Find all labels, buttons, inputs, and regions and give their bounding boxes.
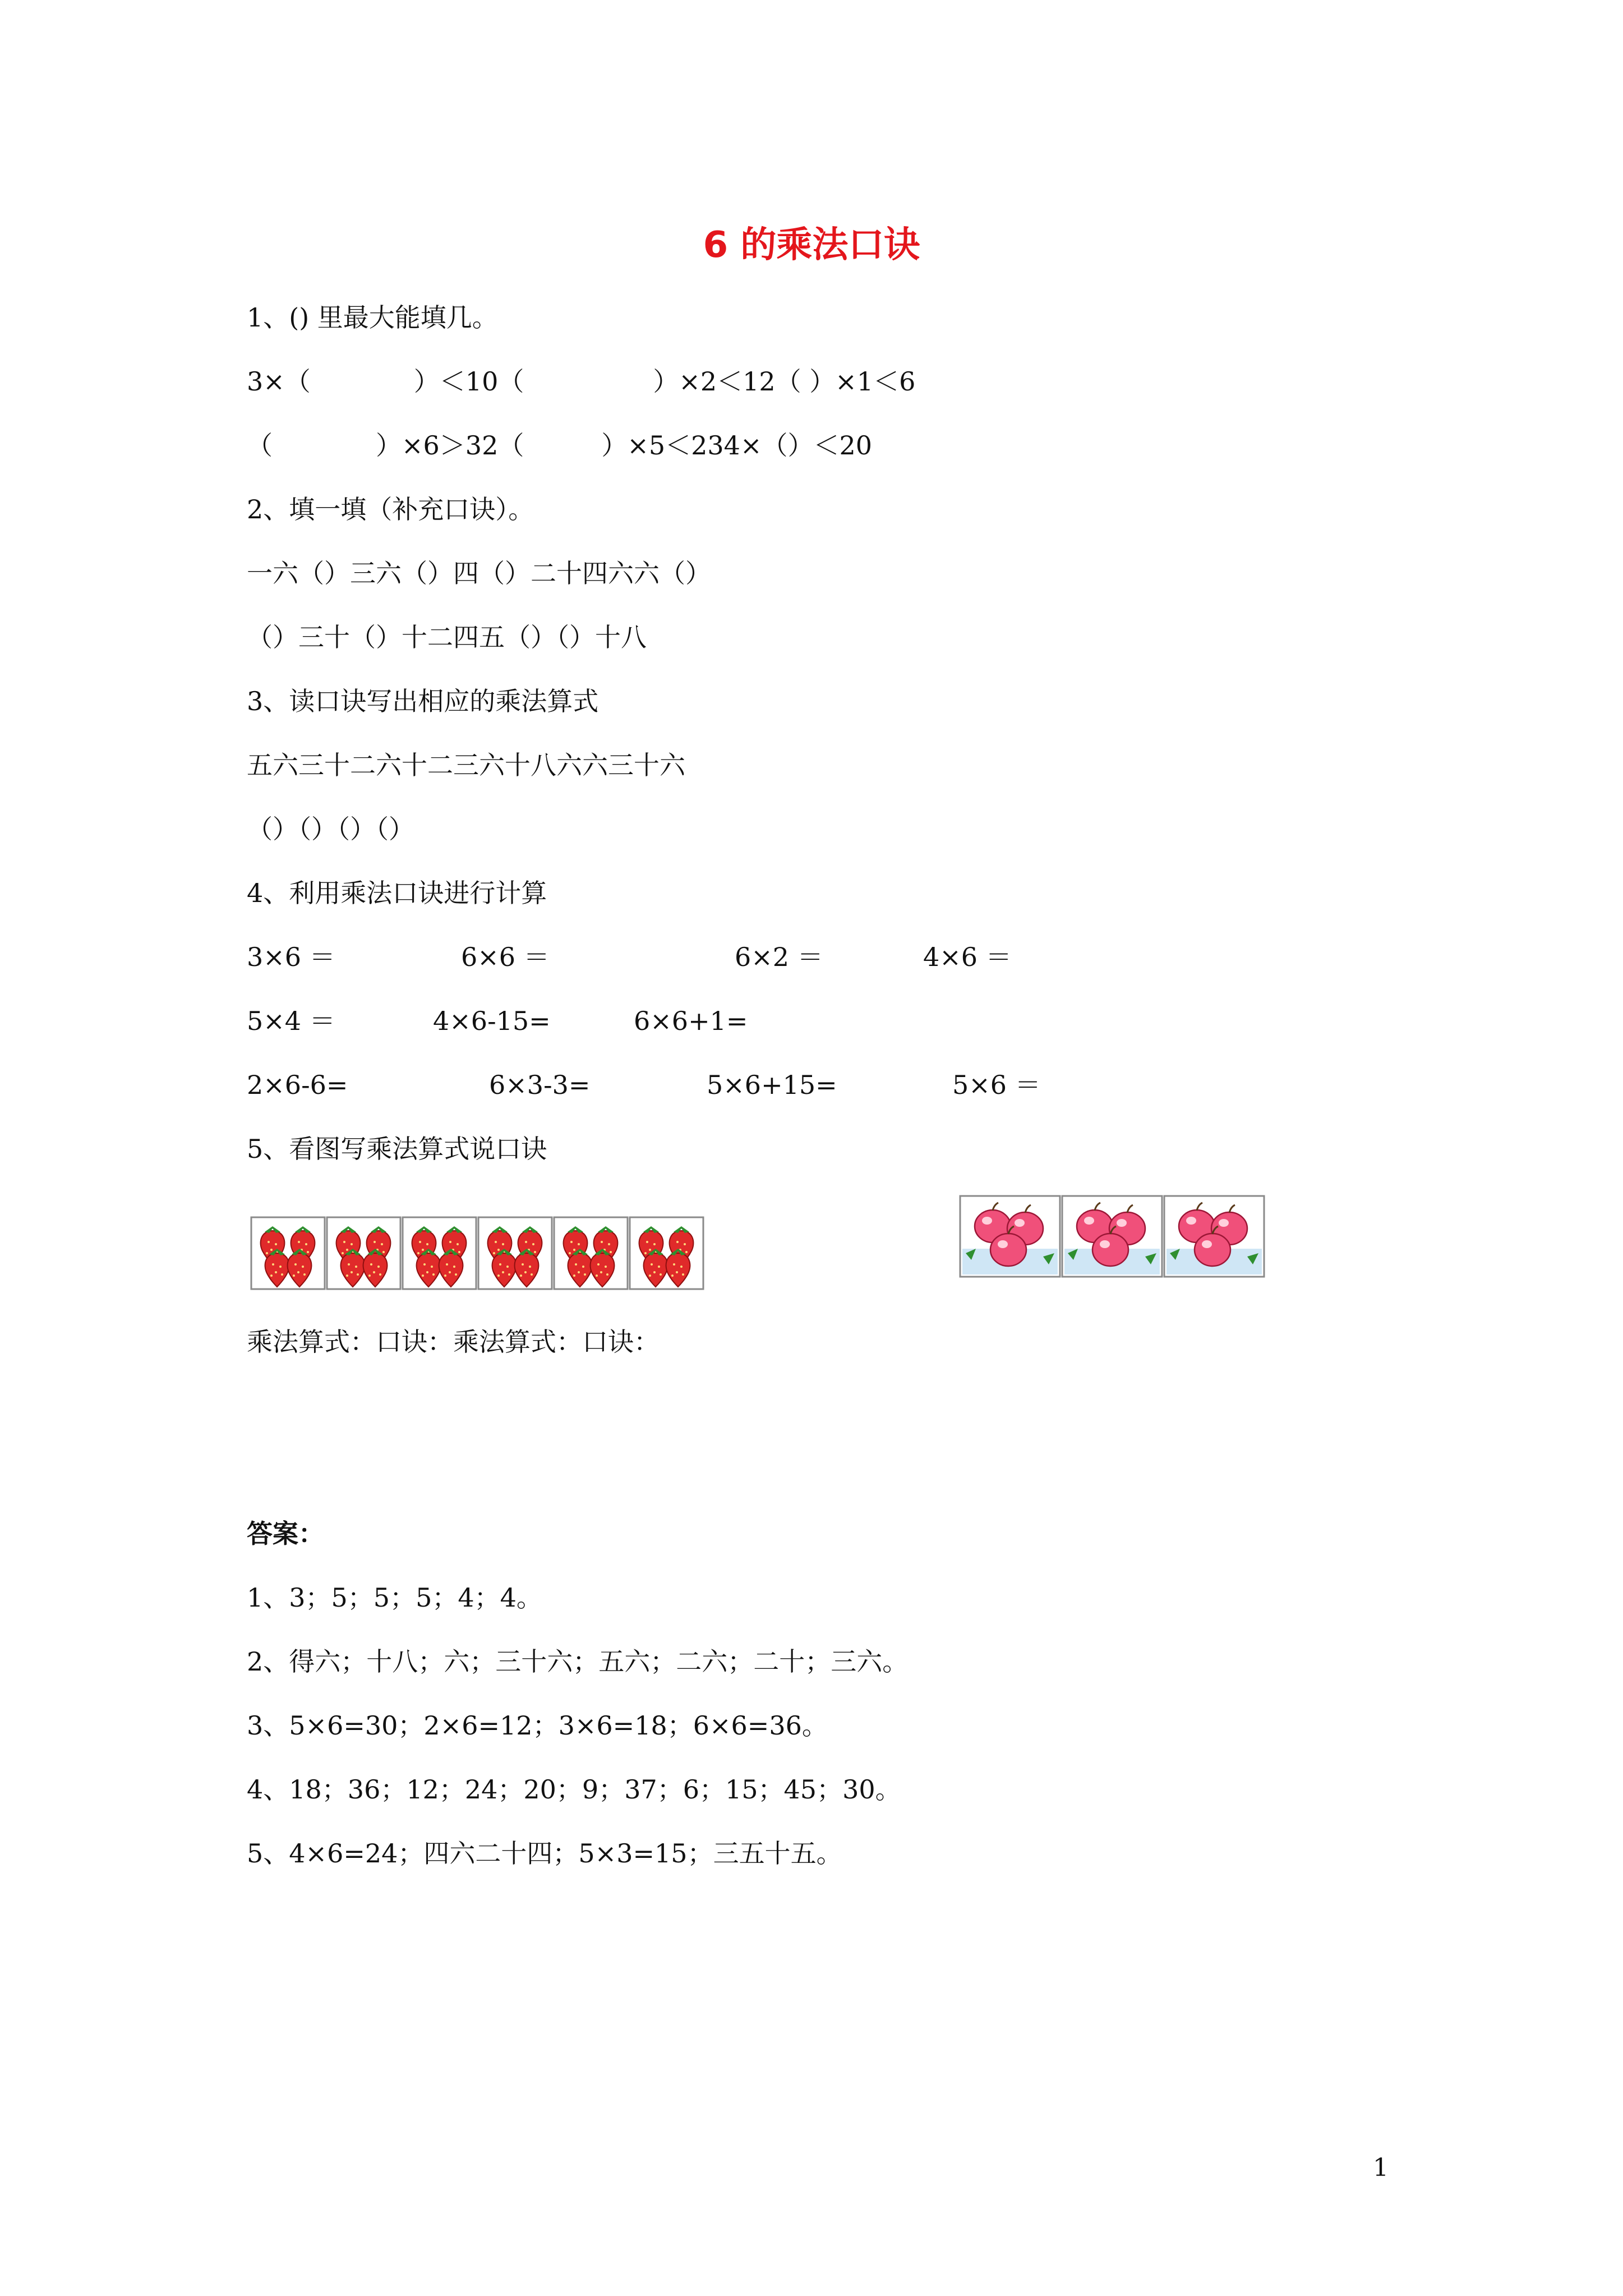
q4-expr: 5×4 ＝ <box>247 1006 335 1036</box>
answer-3: 3、5×6=30；2×6=12；3×6=18；6×6=36。 <box>247 1710 828 1741</box>
q4-expr: 5×6+15= <box>707 1070 837 1100</box>
q2-row1: 一六（）三六（）四（）二十四六六（） <box>247 558 711 588</box>
q2-row2: （）三十（）十二四五（）（）十八 <box>247 622 647 652</box>
q4-heading: 4、利用乘法口诀进行计算 <box>247 878 547 908</box>
q1-row1: 3×（ ）＜10（ ）×2＜12（ ）×1＜6 <box>247 366 916 397</box>
answer-2: 2、得六；十八；六；三十六；五六；二六；二十；三六。 <box>247 1646 909 1677</box>
page-number: 1 <box>1373 2154 1389 2182</box>
q4-expr: 6×3-3= <box>489 1070 591 1100</box>
answers-heading: 答案： <box>247 1519 324 1549</box>
q4-expr: 5×6 ＝ <box>952 1070 1041 1100</box>
q3-row2: （）（）（）（） <box>247 814 414 844</box>
apple-picture <box>959 1195 1265 1279</box>
q4-expr: 6×6 ＝ <box>461 942 550 972</box>
q1-row2: （ ）×6＞32（ ）×5＜234×（）＜20 <box>247 430 873 461</box>
q5-answer-line: 乘法算式：口诀：乘法算式：口诀： <box>247 1327 660 1357</box>
answer-1: 1、3；5；5；5；4；4。 <box>247 1582 542 1613</box>
q3-row1: 五六三十二六十二三六十八六六三十六 <box>247 750 685 780</box>
q4-expr: 4×6-15= <box>433 1006 551 1036</box>
page-title: 6 的乘法口诀 <box>703 224 920 266</box>
q4-expr: 2×6-6= <box>247 1070 348 1100</box>
q4-expr: 4×6 ＝ <box>923 942 1012 972</box>
q2-heading: 2、填一填（补充口诀）。 <box>247 494 534 524</box>
q1-heading: 1、() 里最大能填几。 <box>247 302 498 333</box>
q4-expr: 3×6 ＝ <box>247 942 335 972</box>
strawberry-picture <box>250 1216 704 1291</box>
q4-expr: 6×2 ＝ <box>735 942 823 972</box>
answer-4: 4、18；36；12；24；20；9；37；6；15；45；30。 <box>247 1774 901 1805</box>
q4-expr: 6×6+1= <box>634 1006 748 1036</box>
q5-heading: 5、看图写乘法算式说口诀 <box>247 1134 547 1164</box>
answer-5: 5、4×6=24；四六二十四；5×3=15；三五十五。 <box>247 1838 842 1869</box>
q3-heading: 3、读口诀写出相应的乘法算式 <box>247 686 599 716</box>
